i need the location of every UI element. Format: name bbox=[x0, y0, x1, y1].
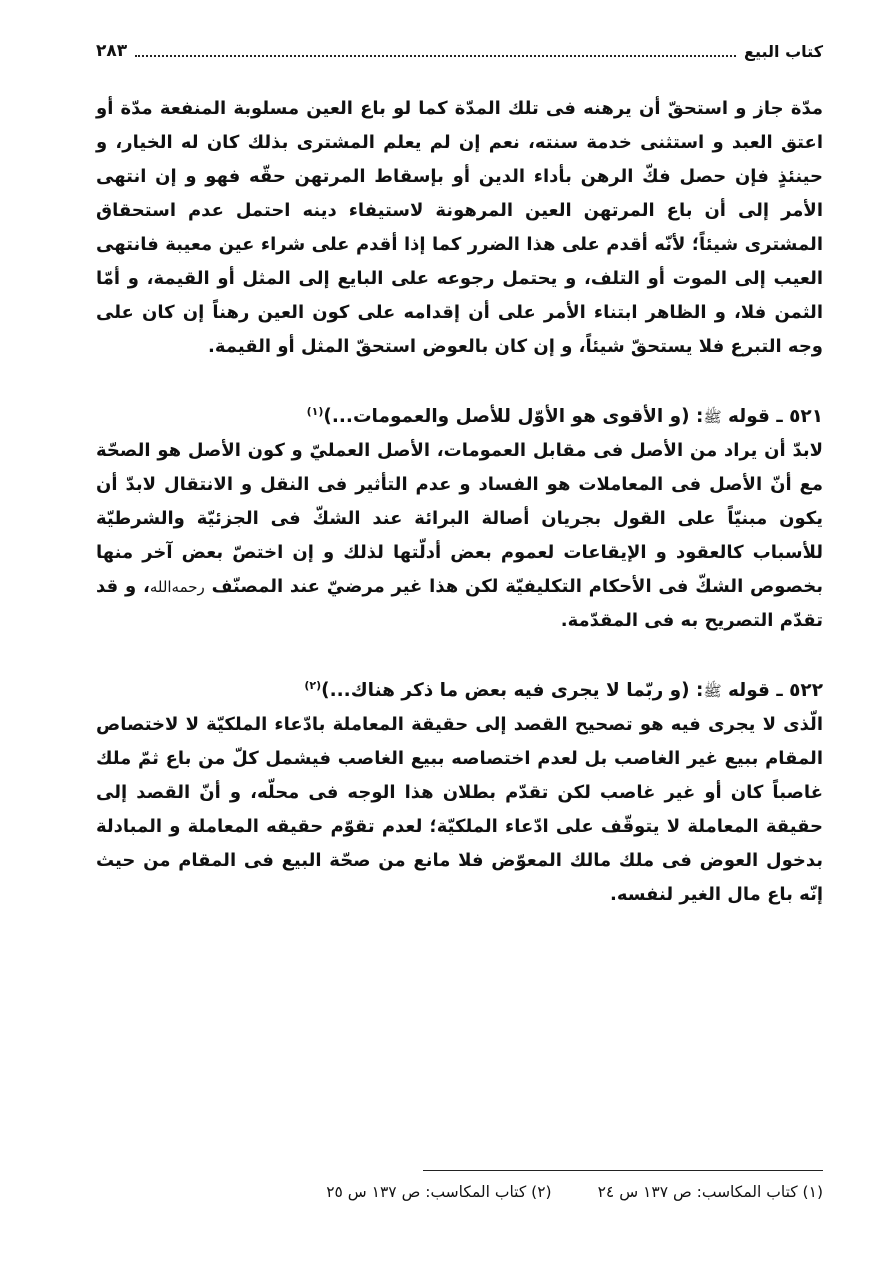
section-gap bbox=[96, 364, 823, 400]
heading-522-number: ٥٢٢ ـ قوله bbox=[728, 680, 823, 701]
page-number: ٢٨٣ bbox=[96, 41, 128, 61]
section-heading-521 bbox=[96, 400, 823, 434]
honorific-symbol: ﷺ bbox=[703, 408, 722, 426]
paragraph-2 bbox=[96, 434, 823, 638]
honorific-symbol: ﷺ bbox=[703, 682, 722, 700]
running-header bbox=[96, 38, 823, 64]
footnote-1: (١) كتاب المكاسب: ص ١٣٧ س ٢٤ bbox=[597, 1183, 823, 1201]
section-heading-522 bbox=[96, 674, 823, 708]
paragraph-2-end: ، و قد تقدّم التصريح به فى المقدّمة. bbox=[96, 576, 823, 631]
footnote-marker-2: (٢) bbox=[304, 678, 322, 692]
section-gap bbox=[96, 638, 823, 674]
honorific-phrase: رحمه‌الله bbox=[149, 578, 205, 596]
heading-522-quote: : (و ربّما لا يجرى فيه بعض ما ذكر هناك...) bbox=[321, 680, 704, 701]
footnote-marker-1: (١) bbox=[306, 404, 324, 418]
paragraph-1: مدّة جاز و استحقّ أن يرهنه فى تلك المدّة كما لو باع العين مسلوبة المنفعة مدّة أو اعتق العبد و استثنى خدمة سنته، نعم إن لم يعلم المشترى بذلك كان له الخيار، و حينئذٍ فإن حصل فكّ الرهن بأداء الدين أو بإسقاط المرتهن حقّه فهو و إن انتهى الأمر إلى أن باع المرتهن العين المرهونة لاستيفاء دينه احتمل عدم استحقاق المشترى شيئاً؛ لأنّه أقدم على هذا الضرر كما إذا أقدم على شراء عين معيبة فانتهى العيب إلى الموت أو التلف، و يحتمل رجوعه على البايع إلى المثل أو القيمة، و أمّا الثمن فلا، و الظاهر ابتناء الأمر على أن إقدامه على كون العين رهناً إن كان على وجه التبرع فلا يستحقّ شيئاً، و إن كان بالعوض استحقّ المثل أو القيمة. bbox=[96, 98, 823, 357]
footnote-rule bbox=[423, 1170, 823, 1171]
paragraph-3: الّذى لا يجرى فيه هو تصحيح القصد إلى حقيقة المعاملة بادّعاء الملكيّة لا لاختصاص المقام ببيع غير الغاصب بل لعدم اختصاصه ببيع الغاصب فيشمل كلّ من باع ثمّ ملك غاصباً كان أو غير غاصب لكن تقدّم بطلان هذا الوجه فى محلّه، و أنّ القصد إلى حقيقة المعاملة لا يتوقّف على ادّعاء الملكيّة؛ لعدم تقوّم حقيقه المعاملة و المبادلة بدخول العوض فى ملك مالك المعوّض فلا مانع من صحّة البيع فى المقام من حيث إنّه باع مال الغير لنفسه. bbox=[96, 714, 823, 905]
footnotes bbox=[96, 1183, 823, 1209]
dotted-leader bbox=[135, 55, 736, 57]
paragraph-2-text: لابدّ أن يراد من الأصل فى مقابل العمومات، الأصل العمليّ و كون الأصل هو الصحّة مع أنّ الأصل فى المعاملات هو الفساد و عدم التأثير فى النقل و الانتقال لابدّ أن يكون مبنيّاً على القول بجريان أصالة البرائة عند الشكّ فى الجزئيّة والشرطيّة للأسباب كالعقود و الإيقاعات لعموم بعض أدلّتها لذلك و إن اختصّ بعض آخر منها بخصوص الشكّ فى الأحكام التكليفيّة لكن هذا غير مرضيّ عند المصنّف bbox=[96, 440, 823, 597]
running-title: كتاب البيع bbox=[744, 41, 823, 61]
footnote-2: (٢) كتاب المكاسب: ص ١٣٧ س ٢٥ bbox=[326, 1183, 552, 1201]
heading-521-number: ٥٢١ ـ قوله bbox=[728, 406, 823, 427]
page-body bbox=[96, 92, 823, 912]
heading-521-quote: : (و الأقوى هو الأوّل للأصل والعمومات...) bbox=[323, 406, 704, 427]
